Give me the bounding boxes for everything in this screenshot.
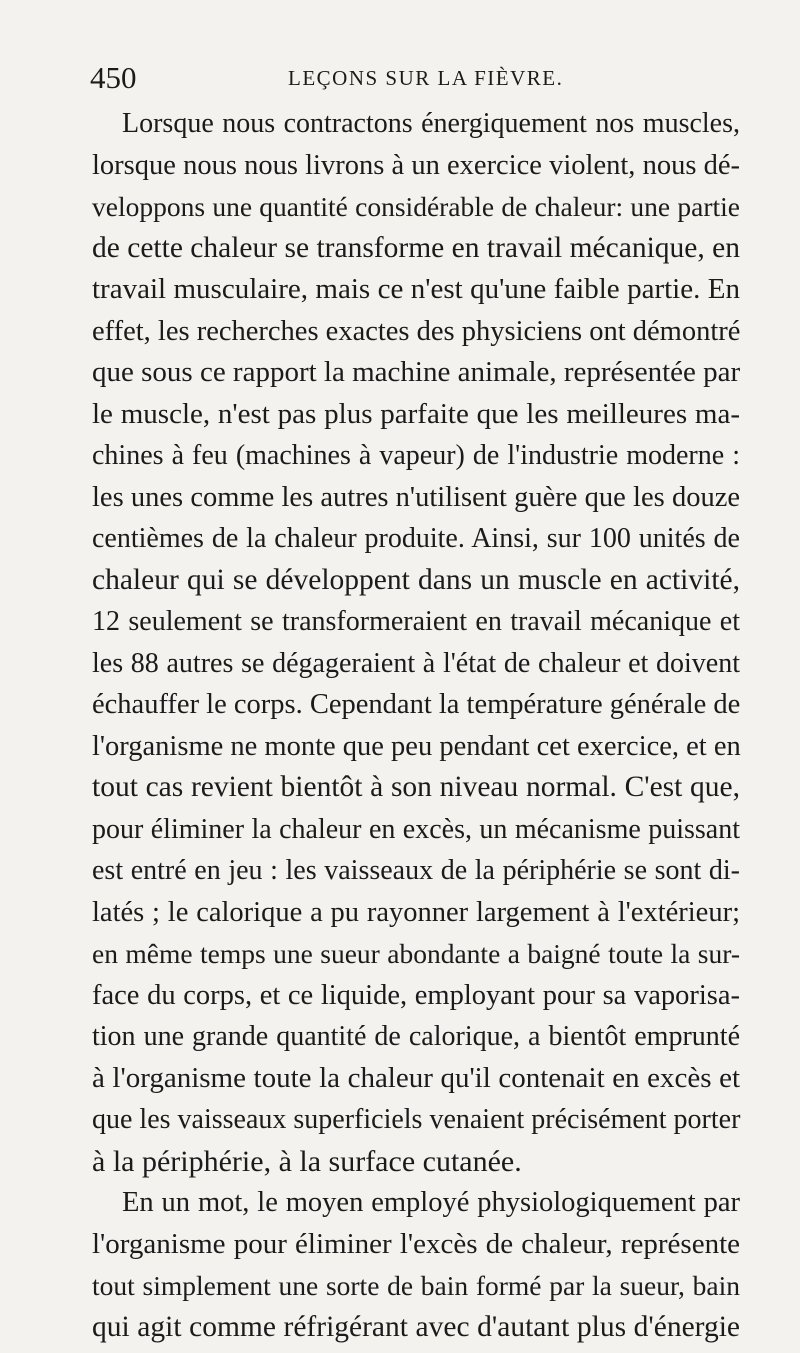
text-line: lorsque nous nous livrons à un exercice violent, nous dé- [92, 149, 740, 181]
text-line: l'organisme ne monte que peu pendant cet exercice, et en [92, 730, 741, 762]
text-line: En un mot, le moyen employé physiologiquement par [122, 1187, 740, 1218]
running-title: LEÇONS SUR LA FIÈVRE. [288, 66, 564, 90]
body-text [92, 103, 740, 1348]
text-line: à l'organisme toute la chaleur qu'il contenait en excès et [92, 1061, 740, 1094]
text-line: tout simplement une sorte de bain formé par la sueur, bain [92, 1270, 740, 1301]
text-line: travail musculaire, mais ce n'est qu'une faible partie. En [92, 273, 740, 305]
text-line: que sous ce rapport la machine animale, représentée par [92, 356, 741, 388]
text-line: de cette chaleur se transforme en travail mécanique, en [92, 231, 740, 264]
text-line: tion une grande quantité de calorique, a bientôt emprunté [92, 1021, 740, 1052]
text-line: en même temps une sueur abondante a baigné toute la sur- [92, 938, 740, 969]
text-line: tout cas revient bientôt à son niveau normal. C'est que, [92, 771, 740, 803]
text-line: qui agit comme réfrigérant avec d'autant plus d'énergie [92, 1310, 740, 1343]
page-number: 450 [90, 60, 137, 95]
text-line: échauffer le corps. Cependant la température générale de [92, 689, 741, 720]
text-line: pour éliminer la chaleur en excès, un mécanisme puissant [92, 813, 740, 845]
text-line: latés ; le calorique a pu rayonner largement à l'extérieur; [92, 896, 740, 928]
text-line: effet, les recherches exactes des physiciens ont démontré [92, 315, 741, 347]
text-line: chaleur qui se développent dans un muscle en activité, [92, 563, 740, 596]
text-line: à la périphérie, à la surface cutanée. [92, 1144, 522, 1178]
text-line: les 88 autres se dégageraient à l'état de chaleur et doivent [92, 647, 740, 679]
text-line: chines à feu (machines à vapeur) de l'industrie moderne : [92, 440, 740, 471]
text-line: l'organisme pour éliminer l'excès de chaleur, représente [92, 1227, 740, 1260]
text-line: est entré en jeu : les vaisseaux de la périphérie se sont di- [92, 855, 740, 886]
text-line: centièmes de la chaleur produite. Ainsi, sur 100 unités de [92, 523, 740, 554]
text-line: Lorsque nous contractons énergiquement nos muscles, [122, 108, 740, 139]
text-line: veloppons une quantité considérable de chaleur: une partie [92, 191, 740, 222]
page-header [90, 58, 770, 98]
text-line: les unes comme les autres n'utilisent guère que les douze [92, 481, 740, 513]
text-line: 12 seulement se transformeraient en travail mécanique et [92, 606, 740, 637]
text-line: que les vaisseaux superficiels venaient précisément porter [92, 1104, 741, 1135]
text-line: face du corps, et ce liquide, employant pour sa vaporisa- [92, 979, 740, 1011]
text-line: le muscle, n'est pas plus parfaite que les meilleures ma- [92, 397, 740, 430]
